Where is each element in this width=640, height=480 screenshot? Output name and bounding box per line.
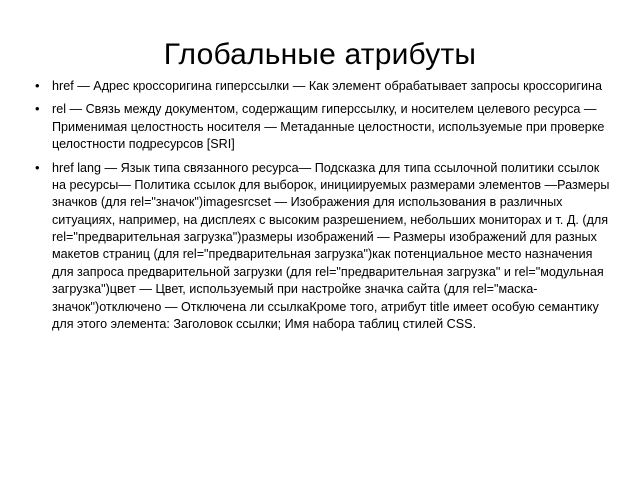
- slide-body: [30, 78, 610, 339]
- list-item: • rel — Связь между документом, содержащим гиперссылку, и носителем целевого ресурса — Применимая целостность носителя — Метаданные целостности, используемые при проверке целостности подресурсов [SRI]: [30, 101, 610, 153]
- list-item: • href — Адрес кроссоригина гиперссылки — Как элемент обрабатывает запросы кроссоригина: [30, 78, 610, 95]
- list-item: • href lang — Язык типа связанного ресурса— Подсказка для типа ссылочной политики ссылок на ресурсы— Политика ссылок для выборок, инициируемых размерами элементов —Размеры значков (для rel="значок")imagesrcset — Изображения для использования в различных ситуациях, например, на дисплеях с высоким разрешением, небольших мониторах и т. Д. (для rel="предварительная загрузка")размеры изображений — Размеры изображений для разных макетов страниц (для rel="предварительная загрузка")как потенциальное место назначения для запроса предварительной загрузки (для rel="предварительная загрузка" и rel="модульная загрузка")цвет — Цвет, используемый при настройке значка сайта (для rel="маска-значок")отключено — Отключена ли ссылкаКроме того, атрибут title имеет особую семантику для этого элемента: Заголовок ссылки; Имя набора таблиц стилей CSS.: [30, 160, 610, 334]
- bullet-list: [30, 78, 610, 333]
- page-title: Глобальные атрибуты: [163, 38, 477, 72]
